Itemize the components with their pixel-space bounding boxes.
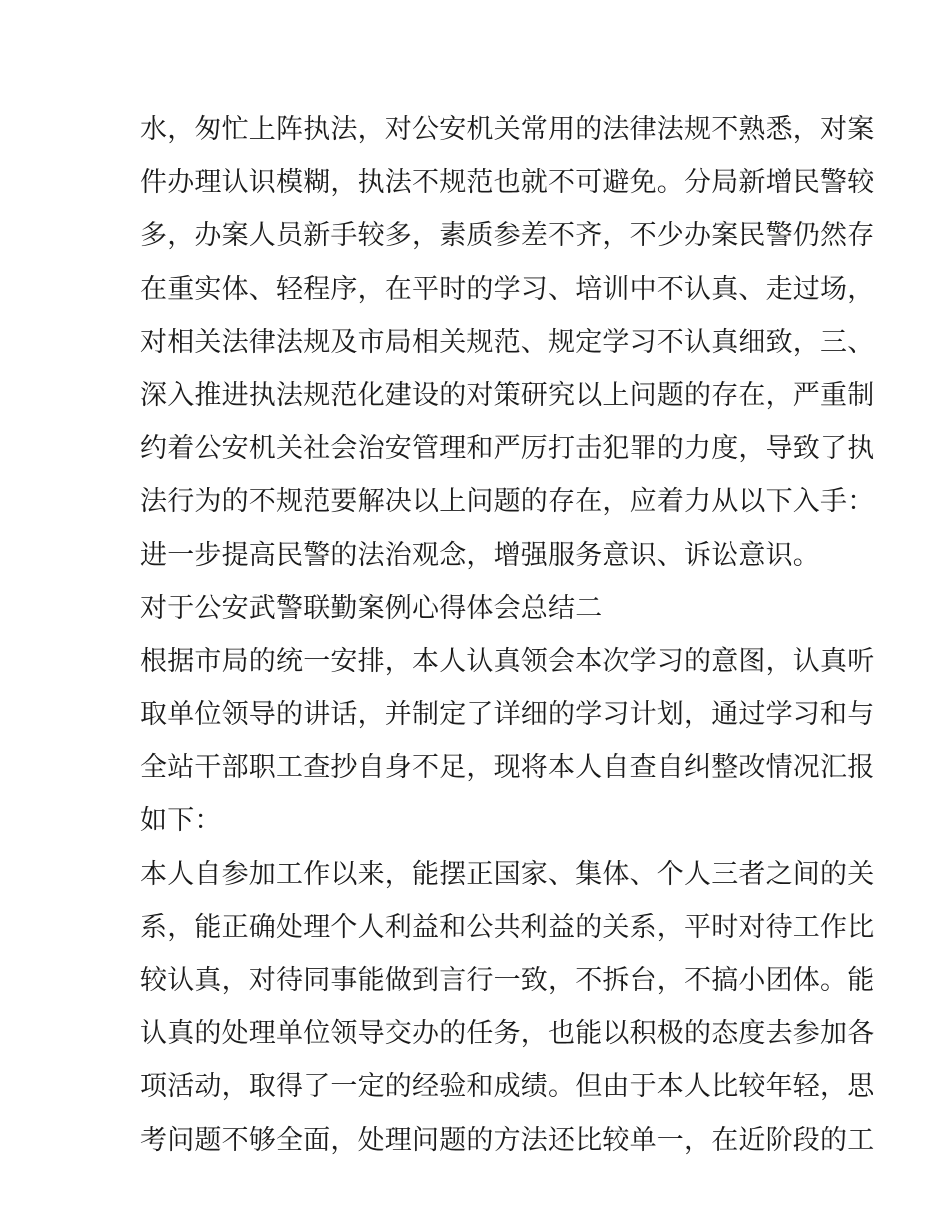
text-line: 较认真，对待同事能做到言行一致，不拆台，不搞小团体。能 — [140, 965, 875, 996]
text-line: 在重实体、轻程序，在平时的学习、培训中不认真、走过场， — [140, 273, 875, 305]
text-line: 全站干部职工查抄自身不足，现将本人自查自纠整改情况汇报 — [140, 752, 875, 784]
section-heading: 对于公安武警联勤案例心得体会总结二 — [140, 592, 603, 624]
text-line: 进一步提高民警的法治观念，增强服务意识、诉讼意识。 — [140, 539, 820, 571]
text-line: 水，匆忙上阵执法，对公安机关常用的法律法规不熟悉，对案 — [140, 114, 875, 145]
text-line: 多，办案人员新手较多，素质参差不齐，不少办案民警仍然存 — [140, 220, 875, 252]
text-line: 认真的处理单位领导交办的任务，也能以积极的态度去参加各 — [140, 1018, 875, 1050]
text-line: 根据市局的统一安排，本人认真领会本次学习的意图，认真听 — [140, 645, 875, 677]
text-line: 约着公安机关社会治安管理和严厉打击犯罪的力度，导致了执 — [140, 433, 875, 465]
text-line: 取单位领导的讲话，并制定了详细的学习计划，通过学习和与 — [140, 699, 875, 731]
text-line: 系，能正确处理个人利益和公共利益的关系，平时对待工作比 — [140, 911, 875, 943]
text-line: 本人自参加工作以来，能摆正国家、集体、个人三者之间的关 — [140, 858, 875, 890]
text-line: 项活动，取得了一定的经验和成绩。但由于本人比较年轻，思 — [140, 1071, 875, 1103]
text-line: 如下： — [140, 805, 222, 837]
text-line: 考问题不够全面，处理问题的方法还比较单一，在近阶段的工 — [140, 1124, 875, 1156]
text-line: 对相关法律法规及市局相关规范、规定学习不认真细致，三、 — [140, 326, 875, 358]
text-line: 法行为的不规范要解决以上问题的存在，应着力从以下入手： — [140, 486, 875, 518]
document-body — [140, 103, 875, 1167]
text-line: 深入推进执法规范化建设的对策研究以上问题的存在，严重制 — [140, 379, 875, 411]
text-line: 件办理认识模糊，执法不规范也就不可避免。分局新增民警较 — [140, 167, 875, 199]
